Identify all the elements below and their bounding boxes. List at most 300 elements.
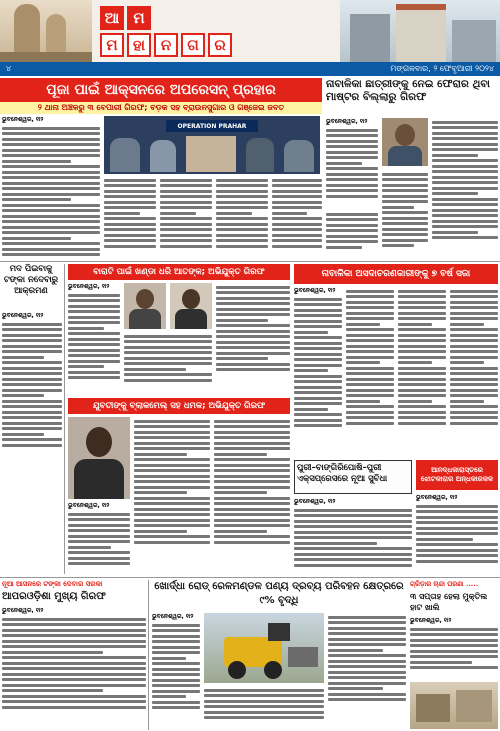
text-line xyxy=(272,212,307,215)
story-5-body-col2 xyxy=(346,287,394,455)
text-line xyxy=(410,661,472,664)
story-1-subhead: ୨ ଥାନା ଅଞ୍ଚଳରୁ ୩ ବେପାରୀ ଗିରଫ; ବଡ଼କ ସହ ବ୍ରାଉନସୁଗାର ଓ ଗଞ୍ଜେଇ ଜବତ xyxy=(0,102,322,114)
text-line xyxy=(214,508,290,511)
text-line xyxy=(2,149,100,152)
text-line xyxy=(326,178,378,181)
text-line xyxy=(152,635,200,638)
text-line xyxy=(432,236,498,239)
text-line xyxy=(382,184,428,187)
text-line xyxy=(68,316,120,319)
text-line xyxy=(450,416,498,419)
text-line xyxy=(2,231,100,234)
text-line xyxy=(216,297,290,300)
story-4-byline: ଭୁବନେଶ୍ୱର, ୧ା୨ xyxy=(68,283,110,290)
text-line xyxy=(2,700,146,703)
text-line xyxy=(134,519,210,522)
story-1-body-col2 xyxy=(104,176,156,258)
text-line xyxy=(416,560,498,563)
text-line xyxy=(160,239,212,242)
story-4-body-col2 xyxy=(124,332,212,394)
story-5-body-col1 xyxy=(294,287,342,455)
text-line xyxy=(216,228,268,231)
text-line xyxy=(2,242,100,245)
text-line xyxy=(2,253,100,256)
story-6-body-col3 xyxy=(214,417,290,574)
text-line xyxy=(382,195,428,198)
text-line xyxy=(326,229,378,232)
text-line xyxy=(216,179,268,182)
text-line xyxy=(346,422,394,425)
story-3-headline[interactable]: ମଦ ପିଇବାକୁ ଟଙ୍କା ନଦେବାରୁ ଆକ୍ରମଣ xyxy=(3,264,59,296)
story-2-headline[interactable]: ନାବାଳିକା ଛାତ୍ରୀଙ୍କୁ ନେଇ ଫେରାର ଥିବା ମାଷ୍ଟର ବିଲ୍ଲାରୁ ଗିରଫ xyxy=(326,78,490,103)
text-line xyxy=(134,453,187,456)
text-line xyxy=(398,389,446,392)
text-line xyxy=(346,361,380,364)
text-line xyxy=(398,323,432,326)
text-line xyxy=(432,126,498,129)
text-line xyxy=(326,240,378,243)
text-line xyxy=(214,497,290,500)
text-line xyxy=(294,364,342,367)
issue-date: ମଙ୍ଗଳବାର, ୨ ଫେବୃଆରୀ ୨୦୨୪ xyxy=(390,64,494,73)
text-line xyxy=(2,427,62,430)
text-line xyxy=(294,325,342,328)
text-line xyxy=(382,228,428,231)
text-line xyxy=(216,363,290,366)
text-line xyxy=(328,682,406,685)
text-line xyxy=(216,330,290,333)
text-line xyxy=(432,143,498,146)
text-line xyxy=(416,510,498,513)
text-line xyxy=(134,524,210,527)
text-line xyxy=(294,309,342,312)
text-line xyxy=(2,350,62,353)
text-line xyxy=(134,475,210,478)
text-line xyxy=(326,151,378,154)
story-11-kicker: ଗ୍ରିଡ଼ାର ଚାନ୍ଦା ଘରଣା ..... xyxy=(410,580,479,588)
text-line xyxy=(68,310,120,313)
text-line xyxy=(134,458,210,461)
story-1-headline[interactable]: ପୂଜା ପାଇଁ ଆକ୍ସନରେ ଅପରେସନ୍ ପ୍ରହାର xyxy=(0,78,322,102)
text-line xyxy=(104,217,156,220)
text-line xyxy=(152,651,200,654)
text-line xyxy=(450,383,498,386)
story-10-byline: ଭୁବନେଶ୍ୱର, ୧ା୨ xyxy=(152,613,194,620)
text-line xyxy=(216,319,268,322)
text-line xyxy=(214,502,290,505)
text-line xyxy=(410,633,498,636)
text-line xyxy=(104,234,156,237)
text-line xyxy=(2,160,71,163)
text-line xyxy=(2,182,100,185)
text-line xyxy=(2,323,62,326)
text-line xyxy=(68,513,130,516)
text-line xyxy=(216,313,290,316)
text-line xyxy=(2,640,146,643)
text-line xyxy=(450,394,498,397)
text-line xyxy=(152,673,200,676)
text-line xyxy=(216,324,290,327)
text-line xyxy=(272,201,322,204)
text-line xyxy=(398,295,446,298)
text-line xyxy=(328,616,406,619)
text-line xyxy=(214,480,290,483)
text-line xyxy=(204,700,324,703)
text-line xyxy=(68,354,120,357)
text-line xyxy=(450,350,498,353)
text-line xyxy=(2,361,62,364)
text-line xyxy=(382,233,428,236)
text-line xyxy=(294,408,328,411)
text-line xyxy=(328,693,406,696)
text-line xyxy=(328,660,406,663)
story-9-headline[interactable]: ଆପରଓଡ଼ିଶା ମୁଖ୍ୟ ଗିରଫ xyxy=(2,591,106,602)
text-line xyxy=(2,356,44,359)
text-line xyxy=(294,353,342,356)
text-line xyxy=(272,179,322,182)
text-line xyxy=(326,213,378,216)
text-line xyxy=(432,121,498,124)
story-4-headline[interactable]: ବାରାଟି ପାଇଁ ଖଣ୍ଡା ଧରି ଆତଙ୍କ; ଅଭିଯୁକ୍ତ ଗିରଫ xyxy=(68,264,290,280)
text-line xyxy=(68,343,120,346)
text-line xyxy=(450,405,498,408)
story-6-byline: ଭୁବନେଶ୍ୱର, ୧ା୨ xyxy=(68,502,110,509)
text-line xyxy=(134,502,210,505)
text-line xyxy=(346,339,394,342)
text-line xyxy=(450,334,498,337)
text-line xyxy=(432,137,498,140)
text-line xyxy=(398,394,446,397)
text-line xyxy=(382,206,414,209)
story-1-byline: ଭୁବନେଶ୍ୱର, ୧ା୨ xyxy=(2,116,44,123)
text-line xyxy=(398,356,446,359)
text-line xyxy=(2,678,146,681)
text-line xyxy=(2,215,100,218)
text-line xyxy=(294,531,412,534)
text-line xyxy=(398,383,446,386)
dateline-bar xyxy=(0,62,500,76)
text-line xyxy=(214,530,267,533)
text-line xyxy=(294,402,342,405)
text-line xyxy=(2,176,100,179)
text-line xyxy=(450,367,498,370)
text-line xyxy=(398,350,446,353)
text-line xyxy=(450,306,498,309)
text-line xyxy=(152,662,200,665)
text-line xyxy=(2,328,62,331)
text-line xyxy=(160,212,196,215)
text-line xyxy=(2,634,146,637)
text-line xyxy=(124,346,212,349)
text-line xyxy=(152,624,200,627)
story-7-headline[interactable]: ପୁରୀ–ବାଙ୍ଗିରିପୋଷି–ପୁରୀ ଏକ୍ସପ୍ରେସରେ ନୂଆ ସୁବିଧା xyxy=(294,460,412,494)
text-line xyxy=(2,416,62,419)
text-line xyxy=(398,339,446,342)
temple-illustration xyxy=(0,0,92,62)
text-line xyxy=(346,378,394,381)
text-line xyxy=(160,184,212,187)
text-line xyxy=(2,383,62,386)
text-line xyxy=(432,159,498,162)
text-line xyxy=(294,303,342,306)
text-line xyxy=(432,231,478,234)
text-line xyxy=(152,679,200,682)
text-line xyxy=(124,351,212,354)
text-line xyxy=(328,654,406,657)
text-line xyxy=(2,132,100,135)
story-6-headline[interactable]: ଯୁବତୀଙ୍କୁ ବ୍ଲାକମେଲ୍ ସହ ଧମକ; ଅଭିଯୁକ୍ତ ଗିରଫ xyxy=(68,398,290,414)
text-line xyxy=(214,475,290,478)
text-line xyxy=(398,328,446,331)
text-line xyxy=(328,627,406,630)
text-line xyxy=(398,367,446,370)
text-line xyxy=(2,623,146,626)
text-line xyxy=(2,411,62,414)
text-line xyxy=(160,223,212,226)
story-11-body xyxy=(410,617,498,679)
story-2-body-col2 xyxy=(382,170,428,258)
text-line xyxy=(416,538,473,541)
text-line xyxy=(326,195,378,198)
text-line xyxy=(294,347,342,350)
masthead xyxy=(0,0,500,62)
text-line xyxy=(346,383,394,386)
text-line xyxy=(432,198,498,201)
text-line xyxy=(432,187,498,190)
text-line xyxy=(68,557,130,560)
text-line xyxy=(104,206,156,209)
text-line xyxy=(326,218,378,221)
text-line xyxy=(2,237,71,240)
text-line xyxy=(216,195,268,198)
text-line xyxy=(216,206,268,209)
text-line xyxy=(2,378,62,381)
text-line xyxy=(134,486,210,489)
text-line xyxy=(2,204,100,207)
text-line xyxy=(294,520,412,523)
text-line xyxy=(134,464,210,467)
text-line xyxy=(398,301,446,304)
text-line xyxy=(272,223,322,226)
text-line xyxy=(214,436,290,439)
text-line xyxy=(2,345,62,348)
story-1-body-col3 xyxy=(160,176,212,258)
text-line xyxy=(216,286,290,289)
text-line xyxy=(346,400,380,403)
text-line xyxy=(104,184,156,187)
story-11-market-photo xyxy=(410,682,498,729)
text-line xyxy=(2,438,62,441)
story-8-headline[interactable]: ଆନଦ୍ଧକାରାସ୍ତରେ ଝୋଟକାରାର ଅନ୍ଧକାରକଳ xyxy=(416,460,498,490)
story-2-body-col3 xyxy=(432,118,498,258)
text-line xyxy=(216,239,268,242)
text-line xyxy=(272,184,322,187)
text-line xyxy=(216,234,268,237)
text-line xyxy=(346,350,394,353)
title-letter: ନ xyxy=(154,33,178,57)
text-line xyxy=(152,706,200,709)
text-line xyxy=(346,317,394,320)
story-5-body-col4 xyxy=(450,287,498,455)
text-line xyxy=(346,356,394,359)
text-line xyxy=(216,368,290,371)
text-line xyxy=(2,226,100,229)
text-line xyxy=(134,535,210,538)
story-7-body xyxy=(294,498,412,574)
text-line xyxy=(432,192,478,195)
text-line xyxy=(294,558,412,561)
text-line xyxy=(216,357,268,360)
text-line xyxy=(294,553,412,556)
text-line xyxy=(2,138,100,141)
text-line xyxy=(398,317,446,320)
text-line xyxy=(346,367,394,370)
text-line xyxy=(68,562,130,565)
text-line xyxy=(134,447,210,450)
text-line xyxy=(214,519,290,522)
text-line xyxy=(160,201,212,204)
text-line xyxy=(134,442,210,445)
text-line xyxy=(450,328,498,331)
text-line xyxy=(328,643,406,646)
text-line xyxy=(2,422,62,425)
text-line xyxy=(152,701,200,704)
text-line xyxy=(214,458,290,461)
text-line xyxy=(450,356,498,359)
text-line xyxy=(272,195,322,198)
text-line xyxy=(134,469,210,472)
text-line xyxy=(326,167,378,170)
text-line xyxy=(450,400,484,403)
text-line xyxy=(2,154,100,157)
text-line xyxy=(2,171,100,174)
text-line xyxy=(68,332,120,335)
text-line xyxy=(134,436,210,439)
text-line xyxy=(2,706,146,709)
text-line xyxy=(124,357,212,360)
text-line xyxy=(294,320,342,323)
text-line xyxy=(328,698,406,701)
text-line xyxy=(2,673,146,676)
operation-banner: OPERATION PRAHAR xyxy=(166,120,258,132)
story-10-headline[interactable]: ଖୋର୍ଦ୍ଧା ରୋଡ୍ ରେଳମଣ୍ଡଳ ପଣ୍ୟ ଦ୍ରବ୍ୟ ପରିବହନ କ୍ଷେତ୍ରରେ ୯% ବୃଦ୍ଧି xyxy=(154,581,404,606)
text-line xyxy=(294,380,342,383)
story-6-accused-photo xyxy=(68,417,130,499)
text-line xyxy=(346,411,394,414)
text-line xyxy=(204,711,324,714)
text-line xyxy=(68,540,130,543)
text-line xyxy=(272,234,322,237)
title-letter: ଗ xyxy=(181,33,205,57)
text-line xyxy=(2,433,44,436)
text-line xyxy=(294,536,412,539)
text-line xyxy=(68,349,120,352)
text-line xyxy=(346,301,394,304)
text-line xyxy=(398,345,446,348)
text-line xyxy=(68,321,120,324)
text-line xyxy=(416,543,498,546)
text-line xyxy=(432,170,498,173)
text-line xyxy=(346,306,394,309)
text-line xyxy=(104,201,156,204)
text-line xyxy=(294,419,342,422)
text-line xyxy=(214,447,290,450)
text-line xyxy=(152,684,200,687)
text-line xyxy=(382,239,428,242)
text-line xyxy=(346,312,394,315)
text-line xyxy=(2,444,62,447)
text-line xyxy=(2,651,103,654)
text-line xyxy=(104,190,156,193)
text-line xyxy=(450,389,498,392)
story-10-body-col1 xyxy=(152,613,200,729)
story-3-body xyxy=(2,312,62,462)
story-9-byline: ଭୁବନେଶ୍ୱର, ୧ା୨ xyxy=(2,607,44,614)
text-line xyxy=(450,301,498,304)
text-line xyxy=(68,524,130,527)
text-line xyxy=(432,181,498,184)
text-line xyxy=(294,547,412,550)
text-line xyxy=(294,369,328,372)
text-line xyxy=(214,464,290,467)
text-line xyxy=(416,521,498,524)
title-letter: ର xyxy=(208,33,232,57)
text-line xyxy=(398,400,432,403)
text-line xyxy=(328,638,406,641)
title-letter: ମ xyxy=(100,33,124,57)
text-line xyxy=(294,413,342,416)
text-line xyxy=(216,245,268,248)
text-line xyxy=(328,671,406,674)
text-line xyxy=(214,513,290,516)
text-line xyxy=(204,705,324,708)
text-line xyxy=(328,632,406,635)
text-line xyxy=(124,373,212,376)
story-7-byline: ଭୁବନେଶ୍ୱର, ୧ା୨ xyxy=(294,498,336,505)
text-line xyxy=(152,695,186,698)
text-line xyxy=(68,338,120,341)
text-line xyxy=(2,656,146,659)
text-line xyxy=(346,372,394,375)
story-11-headline[interactable]: ୩ ସପ୍ତାହ ହେଲା ମୁକ୍ତିଲ ହାଟ ଖାଲି xyxy=(410,592,488,612)
text-line xyxy=(398,372,446,375)
text-line xyxy=(216,217,268,220)
story-4-body-col1 xyxy=(68,283,120,393)
text-line xyxy=(68,371,120,374)
text-line xyxy=(432,154,478,157)
city-skyline-illustration xyxy=(340,0,500,62)
text-line xyxy=(398,411,446,414)
story-2-body-col1 xyxy=(326,118,378,206)
text-line xyxy=(68,360,120,363)
text-line xyxy=(326,235,378,238)
text-line xyxy=(160,195,212,198)
story-5-headline[interactable]: ନାବାଳିକା ଅସଦାଚରଣକାରୀଙ୍କୁ ୭ ବର୍ଷ ସଜା xyxy=(294,264,498,284)
text-line xyxy=(294,391,342,394)
text-line xyxy=(134,508,210,511)
text-line xyxy=(398,306,446,309)
text-line xyxy=(152,690,200,693)
text-line xyxy=(294,331,328,334)
text-line xyxy=(134,497,210,500)
text-line xyxy=(104,223,156,226)
text-line xyxy=(152,629,200,632)
text-line xyxy=(68,294,120,297)
text-line xyxy=(294,397,342,400)
text-line xyxy=(2,400,62,403)
text-line xyxy=(328,676,406,679)
text-line xyxy=(216,302,290,305)
